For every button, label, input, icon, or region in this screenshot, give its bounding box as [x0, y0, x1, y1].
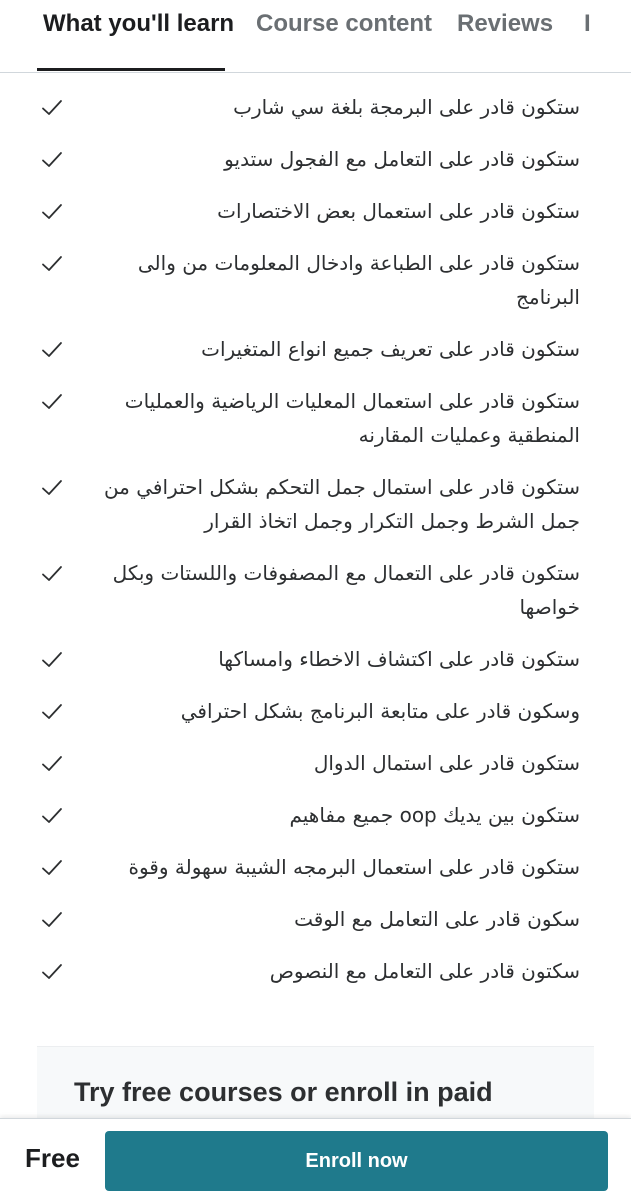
- tab-instructors[interactable]: I: [584, 10, 591, 37]
- learn-item-text: ستكون قادر على التعامل مع الفجول ستديو: [224, 147, 580, 171]
- learn-item: [0, 246, 631, 332]
- learn-item-text: ستكون قادر على استمال جمل التحكم بشكل احترافي من: [103, 475, 580, 499]
- learn-item-text: سكون قادر على التعامل مع الوقت: [294, 907, 580, 931]
- learn-item-text: ستكون قادر على اكتشاف الاخطاء وامساكها: [218, 647, 580, 671]
- learn-item: [0, 954, 631, 1006]
- check-icon: [40, 908, 64, 932]
- check-icon: [40, 476, 64, 500]
- check-icon: [40, 390, 64, 414]
- learn-item: [0, 694, 631, 746]
- active-tab-underline: [37, 68, 225, 71]
- check-icon: [40, 338, 64, 362]
- learn-item-text: ستكون قادر على استعمال المعليات الرياضية والعمليات: [124, 389, 580, 413]
- learn-item-text: ستكون قادر على تعريف جميع انواع المتغيرات: [201, 337, 580, 361]
- learn-item: [0, 850, 631, 902]
- learn-item-text: وسكون قادر على متابعة البرنامج بشكل احترافي: [180, 699, 580, 723]
- check-icon: [40, 700, 64, 724]
- learn-item: [0, 384, 631, 470]
- enroll-bar: [0, 1118, 631, 1201]
- learn-item: [0, 642, 631, 694]
- check-icon: [40, 252, 64, 276]
- learn-item-text: سكتون قادر على التعامل مع النصوص: [269, 959, 580, 983]
- tab-reviews[interactable]: Reviews: [457, 10, 554, 37]
- check-icon: [40, 96, 64, 120]
- course-tabs: [0, 0, 631, 73]
- learn-item-text: ستكون بين يديك oop جميع مفاهيم: [289, 803, 580, 827]
- check-icon: [40, 960, 64, 984]
- learn-item: [0, 556, 631, 642]
- learn-item-text: ستكون قادر على استعمال بعض الاختصارات: [217, 199, 580, 223]
- learn-item-text-continued: المنطقية وعمليات المقارنه: [358, 423, 580, 447]
- enroll-now-button[interactable]: Enroll now: [105, 1131, 608, 1191]
- learn-item: [0, 142, 631, 194]
- check-icon: [40, 752, 64, 776]
- learn-item-text: ستكون قادر على استمال الدوال: [313, 751, 580, 775]
- learn-item-text: ستكون قادر على الطباعة وادخال المعلومات من والى: [137, 251, 580, 275]
- learn-item: [0, 798, 631, 850]
- learn-item: [0, 194, 631, 246]
- learn-item-text-continued: جمل الشرط وجمل التكرار وجمل اتخاذ القرار: [204, 509, 580, 533]
- learn-item-text: ستكون قادر على التعمال مع المصفوفات واللستات وبكل: [112, 561, 580, 585]
- learn-item: [0, 902, 631, 954]
- check-icon: [40, 648, 64, 672]
- price-label: Free: [25, 1143, 80, 1173]
- check-icon: [40, 562, 64, 586]
- learn-item: [0, 746, 631, 798]
- check-icon: [40, 200, 64, 224]
- card-title: Try free courses or enroll in paid: [74, 1077, 493, 1107]
- check-icon: [40, 804, 64, 828]
- learn-item-text: ستكون قادر على البرمجة بلغة سي شارب: [233, 95, 580, 119]
- check-icon: [40, 856, 64, 880]
- learn-item-text: ستكون قادر على استعمال البرمجه الشيبة سهولة وقوة: [128, 855, 580, 879]
- learn-item: [0, 470, 631, 556]
- check-icon: [40, 148, 64, 172]
- learn-item-text-continued: خواصها: [519, 595, 580, 619]
- learn-item-text-continued: البرنامج: [515, 285, 580, 309]
- learn-item: [0, 90, 631, 142]
- learn-item: [0, 332, 631, 384]
- tab-course-content[interactable]: Course content: [256, 10, 433, 37]
- tab-what-youll-learn[interactable]: What you'll learn: [43, 10, 235, 37]
